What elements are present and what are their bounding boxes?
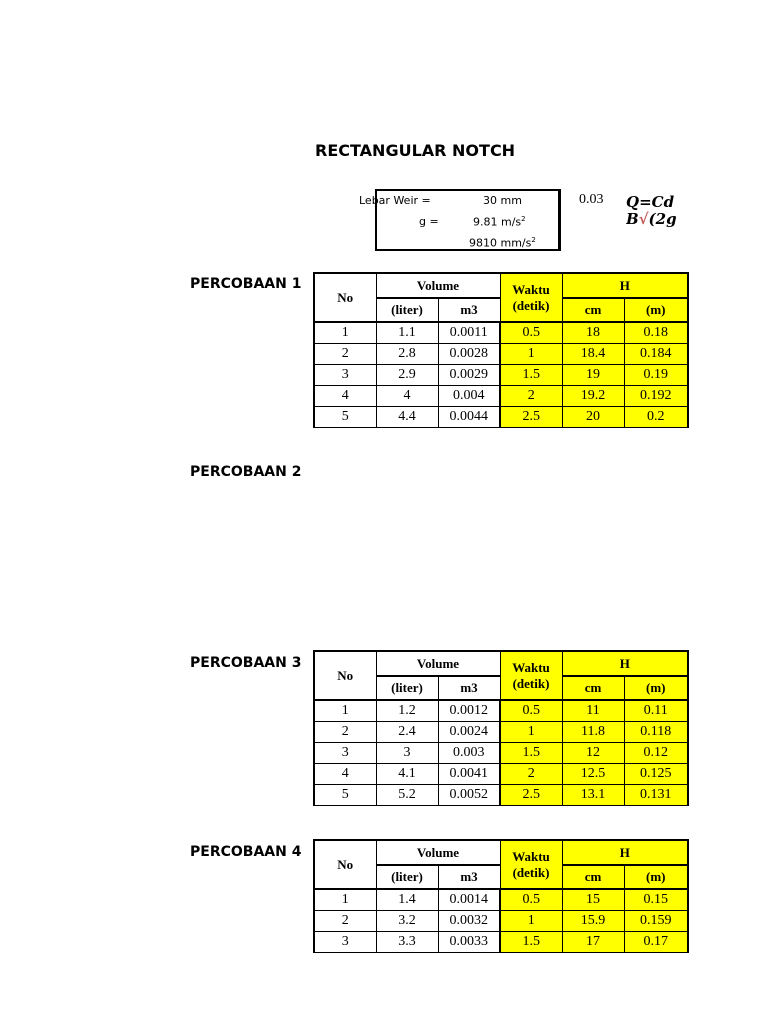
cell-h-cm: 17 — [562, 932, 624, 953]
cell-volume-m3: 0.0012 — [438, 700, 500, 722]
header-waktu-label: Waktu — [512, 281, 550, 297]
header-m3: m3 — [438, 676, 500, 700]
cell-volume-m3: 0.003 — [438, 743, 500, 764]
cell-waktu: 2 — [500, 386, 562, 407]
header-cm: cm — [562, 676, 624, 700]
cell-h-cm: 13.1 — [562, 785, 624, 806]
cell-volume-m3: 0.0033 — [438, 932, 500, 953]
cell-no: 5 — [314, 785, 376, 806]
header-waktu — [500, 651, 562, 700]
cell-volume-m3: 0.0011 — [438, 322, 500, 344]
cell-no: 1 — [314, 889, 376, 911]
data-table-percobaan-4 — [313, 839, 689, 953]
table-row — [314, 932, 688, 953]
cell-h-cm: 15.9 — [562, 911, 624, 932]
header-waktu-label: Waktu — [512, 659, 550, 675]
cell-volume-liter: 3 — [376, 743, 438, 764]
cell-waktu: 2.5 — [500, 407, 562, 428]
table-row — [314, 764, 688, 785]
header-waktu-label: Waktu — [512, 848, 550, 864]
data-table-percobaan-1 — [313, 272, 689, 428]
lebar-weir-label: Lebar Weir = — [359, 194, 431, 207]
cell-h-m: 0.19 — [624, 365, 688, 386]
cell-no: 2 — [314, 911, 376, 932]
cell-h-cm: 12.5 — [562, 764, 624, 785]
section-label-percobaan-1: PERCOBAAN 1 — [190, 276, 302, 292]
cell-volume-m3: 0.0024 — [438, 722, 500, 743]
sqrt-symbol: √ — [638, 210, 649, 228]
cell-volume-m3: 0.0032 — [438, 911, 500, 932]
table-row — [314, 344, 688, 365]
formula-line-2 — [626, 211, 690, 228]
cell-no: 5 — [314, 407, 376, 428]
lebar-weir-value: 30 mm — [483, 194, 522, 207]
gravity-value-mm — [469, 236, 536, 250]
cell-no: 3 — [314, 365, 376, 386]
cell-volume-m3: 0.0014 — [438, 889, 500, 911]
header-m: (m) — [624, 676, 688, 700]
cell-h-m: 0.159 — [624, 911, 688, 932]
cell-volume-liter: 4.1 — [376, 764, 438, 785]
header-cm: cm — [562, 865, 624, 889]
gravity-value-mm-text: 9810 mm/s — [469, 236, 532, 250]
cell-volume-m3: 0.0029 — [438, 365, 500, 386]
table-row — [314, 322, 688, 344]
cell-no: 3 — [314, 743, 376, 764]
cell-h-m: 0.118 — [624, 722, 688, 743]
table-row — [314, 911, 688, 932]
cell-h-m: 0.11 — [624, 700, 688, 722]
cell-volume-liter: 3.3 — [376, 932, 438, 953]
cell-volume-m3: 0.0044 — [438, 407, 500, 428]
cell-waktu: 1 — [500, 344, 562, 365]
cell-h-cm: 15 — [562, 889, 624, 911]
cell-volume-m3: 0.0041 — [438, 764, 500, 785]
cell-waktu: 2.5 — [500, 785, 562, 806]
gravity-mm-unit-sup: 2 — [531, 236, 536, 244]
header-waktu — [500, 840, 562, 889]
cell-waktu: 1.5 — [500, 365, 562, 386]
cell-volume-liter: 1.1 — [376, 322, 438, 344]
header-m3: m3 — [438, 865, 500, 889]
header-h: H — [562, 273, 688, 298]
table-row — [314, 365, 688, 386]
header-m: (m) — [624, 865, 688, 889]
header-m3: m3 — [438, 298, 500, 322]
cell-waktu: 1.5 — [500, 932, 562, 953]
cell-h-cm: 12 — [562, 743, 624, 764]
header-waktu-unit: (detik) — [512, 297, 550, 313]
cell-volume-liter: 2.4 — [376, 722, 438, 743]
cell-volume-m3: 0.004 — [438, 386, 500, 407]
cell-no: 3 — [314, 932, 376, 953]
formula-b: B — [626, 210, 639, 228]
gravity-label: g = — [419, 215, 439, 228]
cell-no: 2 — [314, 344, 376, 365]
header-m: (m) — [624, 298, 688, 322]
cell-waktu: 0.5 — [500, 889, 562, 911]
cell-volume-m3: 0.0052 — [438, 785, 500, 806]
header-waktu-unit: (detik) — [512, 675, 550, 691]
cell-waktu: 0.5 — [500, 322, 562, 344]
cell-volume-m3: 0.0028 — [438, 344, 500, 365]
cell-no: 1 — [314, 322, 376, 344]
header-waktu-unit: (detik) — [512, 864, 550, 880]
cell-no: 4 — [314, 764, 376, 785]
header-no: No — [314, 840, 376, 889]
gravity-unit-sup: 2 — [521, 215, 526, 223]
cell-h-m: 0.12 — [624, 743, 688, 764]
formula-2g: (2g — [648, 210, 677, 228]
table-row — [314, 722, 688, 743]
header-volume: Volume — [376, 651, 500, 676]
table-row — [314, 785, 688, 806]
cell-waktu: 0.5 — [500, 700, 562, 722]
header-no: No — [314, 651, 376, 700]
cell-waktu: 2 — [500, 764, 562, 785]
cell-waktu: 1 — [500, 722, 562, 743]
header-liter: (liter) — [376, 676, 438, 700]
gravity-value-text: 9.81 m/s — [473, 215, 522, 229]
cell-h-m: 0.18 — [624, 322, 688, 344]
data-table-percobaan-3 — [313, 650, 689, 806]
header-waktu — [500, 273, 562, 322]
header-liter: (liter) — [376, 298, 438, 322]
cell-volume-liter: 2.9 — [376, 365, 438, 386]
cell-waktu: 1.5 — [500, 743, 562, 764]
cell-h-m: 0.125 — [624, 764, 688, 785]
cell-h-cm: 20 — [562, 407, 624, 428]
table-row — [314, 407, 688, 428]
cell-volume-liter: 1.4 — [376, 889, 438, 911]
cell-h-cm: 19.2 — [562, 386, 624, 407]
cell-h-cm: 11 — [562, 700, 624, 722]
table-row — [314, 889, 688, 911]
cell-h-m: 0.192 — [624, 386, 688, 407]
page-title: RECTANGULAR NOTCH — [315, 141, 516, 160]
discharge-formula — [626, 194, 690, 228]
cell-h-cm: 18.4 — [562, 344, 624, 365]
cell-h-m: 0.131 — [624, 785, 688, 806]
header-cm: cm — [562, 298, 624, 322]
cell-h-m: 0.17 — [624, 932, 688, 953]
cell-volume-liter: 2.8 — [376, 344, 438, 365]
header-h: H — [562, 840, 688, 865]
header-liter: (liter) — [376, 865, 438, 889]
cell-h-m: 0.2 — [624, 407, 688, 428]
cell-h-cm: 19 — [562, 365, 624, 386]
cell-volume-liter: 4 — [376, 386, 438, 407]
cell-h-cm: 18 — [562, 322, 624, 344]
cell-volume-liter: 3.2 — [376, 911, 438, 932]
cell-no: 4 — [314, 386, 376, 407]
cell-volume-liter: 5.2 — [376, 785, 438, 806]
cell-waktu: 1 — [500, 911, 562, 932]
cell-h-m: 0.15 — [624, 889, 688, 911]
cell-volume-liter: 1.2 — [376, 700, 438, 722]
lebar-weir-meters: 0.03 — [579, 192, 604, 207]
header-volume: Volume — [376, 273, 500, 298]
cell-h-m: 0.184 — [624, 344, 688, 365]
table-row — [314, 386, 688, 407]
cell-volume-liter: 4.4 — [376, 407, 438, 428]
header-volume: Volume — [376, 840, 500, 865]
section-label-percobaan-2: PERCOBAAN 2 — [190, 464, 302, 480]
formula-line-1: Q=Cd — [626, 194, 675, 211]
cell-h-cm: 11.8 — [562, 722, 624, 743]
section-label-percobaan-4: PERCOBAAN 4 — [190, 844, 302, 860]
cell-no: 2 — [314, 722, 376, 743]
cell-no: 1 — [314, 700, 376, 722]
gravity-value — [473, 215, 526, 229]
header-no: No — [314, 273, 376, 322]
table-row — [314, 700, 688, 722]
header-h: H — [562, 651, 688, 676]
table-row — [314, 743, 688, 764]
section-label-percobaan-3: PERCOBAAN 3 — [190, 655, 302, 671]
